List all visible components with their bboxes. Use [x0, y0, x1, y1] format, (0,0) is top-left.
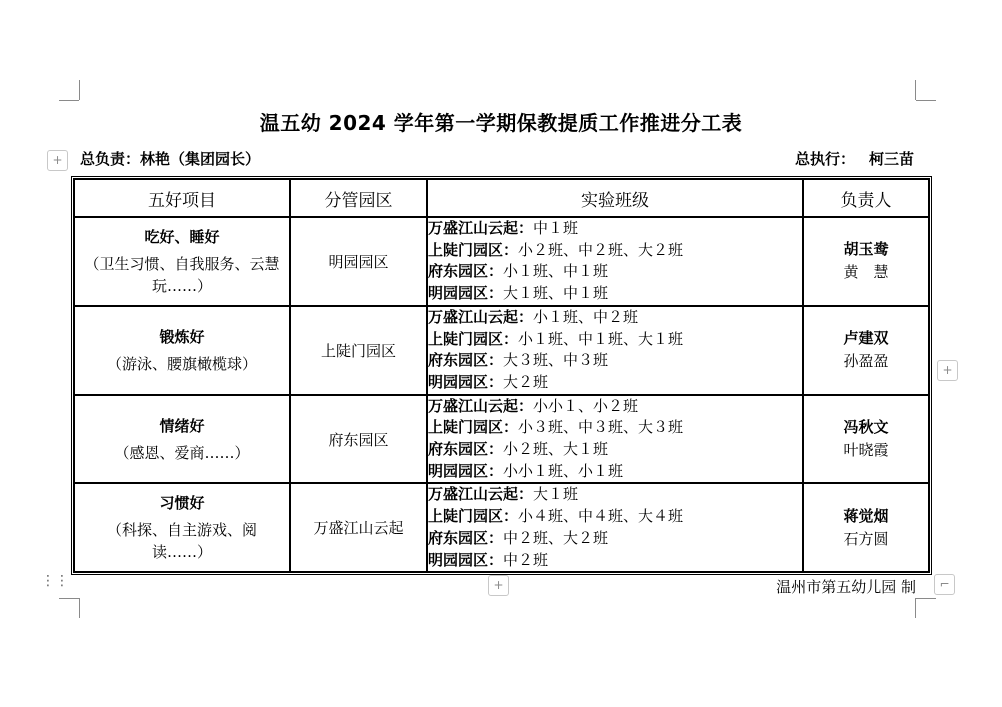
- campus-name: 万盛江山云起：: [428, 307, 534, 326]
- footer-signature: 温州市第五幼儿园 制: [776, 578, 916, 596]
- campus-name: 府东园区：: [428, 440, 504, 459]
- campus-name: 明园园区：: [428, 461, 504, 480]
- campus-name: 万盛江山云起：: [428, 396, 534, 415]
- campus-name: 府东园区：: [428, 351, 504, 370]
- owner-cell[interactable]: [803, 306, 929, 395]
- class-list: 中２班: [503, 550, 549, 569]
- owner-sub: 叶晓霞: [843, 441, 889, 460]
- campus-name: 万盛江山云起：: [428, 219, 534, 237]
- class-list: 小２班、中２班、大２班: [518, 240, 684, 259]
- header-item: 五好项目: [74, 179, 290, 217]
- class-list: 小小１、小２班: [533, 396, 639, 415]
- class-line: [428, 506, 802, 528]
- class-line: [428, 484, 802, 506]
- area-cell[interactable]: 明园园区: [290, 217, 427, 306]
- class-line: [428, 240, 802, 262]
- campus-name: 府东园区：: [428, 528, 504, 547]
- class-line: [428, 439, 802, 461]
- owner-sub: 黄 慧: [843, 263, 889, 282]
- owner-sub: 石方圆: [843, 529, 889, 548]
- table-row: [74, 395, 929, 484]
- item-desc: （感恩、爱商……）: [114, 443, 250, 462]
- class-list: 大２班: [503, 372, 549, 391]
- campus-name: 上陡门园区：: [428, 418, 519, 437]
- class-line: [428, 307, 802, 329]
- campus-name: 上陡门园区：: [428, 329, 519, 348]
- header-area: 分管园区: [290, 179, 427, 217]
- header-classes: 实验班级: [427, 179, 803, 217]
- item-name: 吃好、睡好: [144, 227, 220, 246]
- class-list: 大３班、中３班: [503, 351, 609, 370]
- class-list: 小１班、中２班: [533, 307, 639, 326]
- area-cell[interactable]: 万盛江山云起: [290, 483, 427, 572]
- class-list: 小４班、中４班、大４班: [518, 507, 684, 526]
- owner-cell[interactable]: [803, 483, 929, 572]
- class-line: [428, 283, 802, 305]
- owner-main: 胡玉鸯: [843, 240, 889, 259]
- table-row: [74, 483, 929, 572]
- general-manager: 总负责：林艳（集团园长）: [80, 150, 261, 168]
- class-line: [428, 396, 802, 418]
- class-list: 大１班、中１班: [503, 284, 609, 303]
- area-cell[interactable]: 上陡门园区: [290, 306, 427, 395]
- item-cell[interactable]: [74, 483, 290, 572]
- class-list: 大１班: [533, 485, 579, 504]
- class-list: 中２班、大２班: [503, 528, 609, 547]
- class-line: [428, 350, 802, 372]
- table-header-row: [74, 179, 929, 217]
- executive-name: 柯三苗: [868, 150, 914, 168]
- table-drag-handle-icon[interactable]: ⋮⋮: [41, 573, 69, 589]
- item-name: 锻炼好: [159, 327, 205, 346]
- class-list: 中１班: [533, 219, 579, 237]
- campus-name: 上陡门园区：: [428, 507, 519, 526]
- add-column-button[interactable]: +: [937, 360, 958, 381]
- class-line: [428, 528, 802, 550]
- header-owner: 负责人: [803, 179, 929, 217]
- class-line: [428, 261, 802, 283]
- class-list: 小３班、中３班、大３班: [518, 418, 684, 437]
- item-name: 情绪好: [159, 416, 205, 435]
- add-row-button[interactable]: +: [488, 575, 509, 596]
- class-line: [428, 417, 802, 439]
- executive: [795, 148, 914, 169]
- item-name: 习惯好: [159, 494, 205, 513]
- item-desc: （游泳、腰旗橄榄球）: [106, 354, 257, 373]
- item-desc: （科探、自主游戏、阅读……）: [106, 521, 257, 562]
- item-cell[interactable]: [74, 217, 290, 306]
- campus-name: 明园园区：: [428, 550, 504, 569]
- owner-main: 蒋觉烟: [843, 506, 889, 525]
- owner-cell[interactable]: [803, 217, 929, 306]
- owner-sub: 孙盈盈: [843, 352, 889, 371]
- classes-cell[interactable]: [427, 306, 803, 395]
- table-resize-handle-icon[interactable]: ⌐: [934, 574, 955, 595]
- owner-main: 冯秋文: [843, 418, 889, 437]
- table-move-handle[interactable]: +: [47, 150, 68, 171]
- class-line: [428, 372, 802, 394]
- assignment-table[interactable]: [71, 176, 932, 575]
- class-line: [428, 550, 802, 572]
- executive-label: 总执行：: [794, 150, 855, 168]
- class-list: 小１班、中１班: [503, 262, 609, 281]
- campus-name: 明园园区：: [428, 372, 504, 391]
- classes-cell[interactable]: [427, 395, 803, 484]
- class-list: 小小１班、小１班: [503, 461, 624, 480]
- classes-cell[interactable]: [427, 217, 803, 306]
- class-list: 小１班、中１班、大１班: [518, 329, 684, 348]
- class-line: [428, 218, 802, 240]
- class-line: [428, 329, 802, 351]
- class-list: 小２班、大１班: [503, 440, 609, 459]
- document-title: 温五幼 2024 学年第一学期保教提质工作推进分工表: [259, 111, 743, 135]
- item-cell[interactable]: [74, 306, 290, 395]
- owner-main: 卢建双: [843, 329, 889, 348]
- campus-name: 万盛江山云起：: [428, 485, 534, 504]
- item-desc: （卫生习惯、自我服务、云慧玩……）: [84, 254, 280, 295]
- campus-name: 上陡门园区：: [428, 240, 519, 259]
- class-line: [428, 461, 802, 483]
- table-row: [74, 217, 929, 306]
- campus-name: 明园园区：: [428, 284, 504, 303]
- campus-name: 府东园区：: [428, 262, 504, 281]
- owner-cell[interactable]: [803, 395, 929, 484]
- item-cell[interactable]: [74, 395, 290, 484]
- area-cell[interactable]: 府东园区: [290, 395, 427, 484]
- table-row: [74, 306, 929, 395]
- classes-cell[interactable]: [427, 483, 803, 572]
